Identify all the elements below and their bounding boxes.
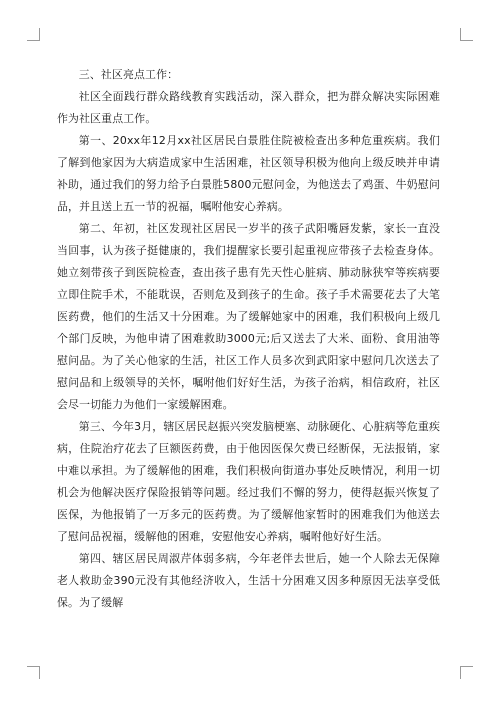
crop-mark-bottom-right	[460, 666, 473, 679]
paragraph-case-4: 第四、辖区居民周淑芹体弱多病，今年老伴去世后，她一个人除去无保障老人救助金390元没有其他经济收入，生活十分困难又因多种原因无法享受低保。为了缓解	[57, 552, 440, 609]
section-heading: 三、社区亮点工作：	[78, 68, 179, 81]
document-body	[57, 64, 440, 614]
paragraph-intro: 社区全面践行群众路线教育实践活动，深入群众，把为群众解决实际困难作为社区重点工作。	[57, 90, 440, 125]
crop-mark-top-left	[27, 28, 40, 41]
paragraph-case-1: 第一、20xx年12月xx社区居民白景胜住院被检查出多种危重疾病。我们了解到他家因为大病造成家中生活困难，社区领导积极为他向上级反映并申请补助，通过我们的努力给予白景胜5800元慰问金，为他送去了鸡蛋、牛奶慰问品，并且送上五一节的祝福，嘱咐他安心养病。	[57, 134, 440, 213]
paragraph-case-3: 第三、今年3月，辖区居民赵振兴突发脑梗塞、动脉硬化、心脏病等危重疾病，住院治疗花去了巨额医药费，由于他因医保欠费已经断保，无法报销，家中难以承担。为了缓解他的困难，我们积极向街道办事处反映情况，利用一切机会为他解决医疗保险报销等问题。经过我们不懈的努力，使得赵振兴恢复了医保，为他报销了一万多元的医药费。为了缓解他家暂时的困难我们为他送去了慰问品祝福，缓解他的困难，安慰他安心养病，嘱咐他好好生活。	[57, 420, 440, 543]
crop-mark-bottom-left	[27, 666, 40, 679]
crop-mark-top-right	[460, 28, 473, 41]
paragraph-case-2: 第二、年初，社区发现社区居民一岁半的孩子武阳嘴唇发紫，家长一直没当回事，认为孩子挺健康的，我们提醒家长要引起重视应带孩子去检查身体。她立刻带孩子到医院检查，查出孩子患有先天性心脏病、肺动脉狭窄等疾病要立即住院手术，不能耽误，否则危及到孩子的生命。孩子手术需要花去了大笔医药费，他们的生活又十分困难。为了缓解她家中的困难，我们积极向上级几个部门反映，为他申请了困难救助3000元;后又送去了大米、面粉、食用油等慰问品。为了关心他家的生活，社区工作人员多次到武阳家中慰问几次送去了慰问品和上级领导的关怀，嘱咐他们好好生活，为孩子治病，相信政府，社区会尽一切能力为他们一家缓解困难。	[57, 222, 440, 411]
